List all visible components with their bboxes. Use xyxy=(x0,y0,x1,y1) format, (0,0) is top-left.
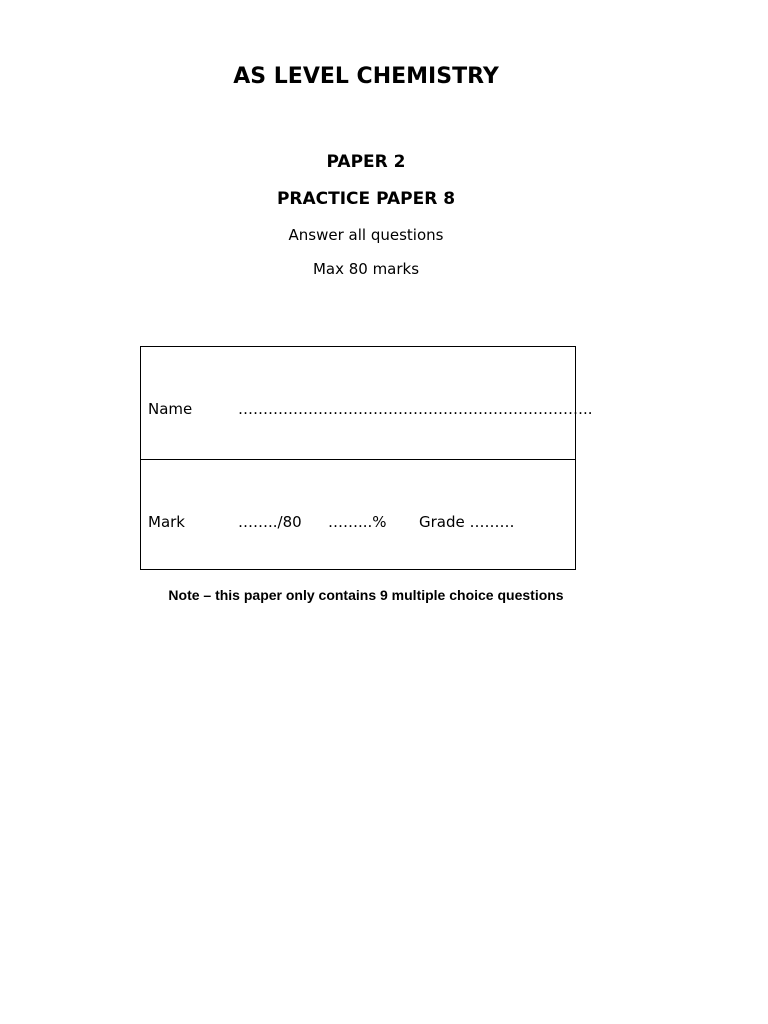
student-details-box xyxy=(140,346,593,570)
practice-paper-title: PRACTICE PAPER 8 xyxy=(276,189,456,209)
mark-field[interactable]: ……../80 xyxy=(238,513,302,531)
max-marks-text: Max 80 marks xyxy=(312,260,420,278)
paper-number: PAPER 2 xyxy=(326,152,406,172)
grade-field[interactable]: Grade ……… xyxy=(419,513,515,531)
percent-field[interactable]: ……...% xyxy=(328,513,387,531)
mark-label: Mark xyxy=(148,513,185,531)
box-divider xyxy=(141,459,575,460)
name-label: Name xyxy=(148,400,193,418)
paper-note: Note – this paper only contains 9 multiple choice questions xyxy=(168,587,564,603)
document-title: AS LEVEL CHEMISTRY xyxy=(233,64,499,89)
instruction-text: Answer all questions xyxy=(288,226,444,244)
name-field[interactable]: …………………………………………………………….. xyxy=(238,400,593,418)
